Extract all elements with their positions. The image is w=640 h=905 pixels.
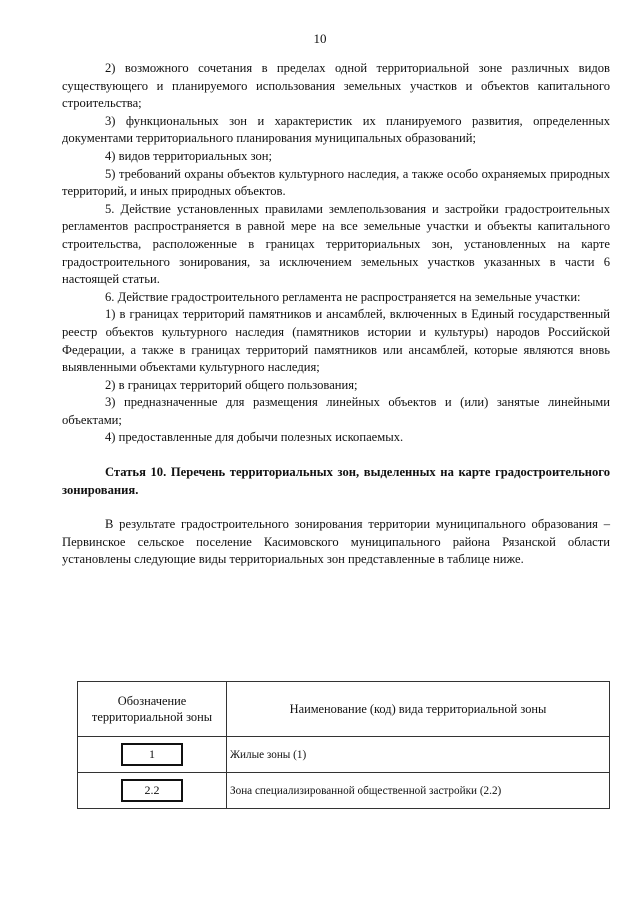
paragraph: 4) видов территориальных зон; xyxy=(105,148,273,163)
header-name: Наименование (код) вида территориальной зоны xyxy=(227,682,610,737)
paragraph: 2) возможного сочетания в пределах одной территориальной зоне различных видов существующего и планируемого использования земельных участков и объектов капитального строительства; xyxy=(62,61,610,111)
zone-code: 1 xyxy=(121,743,183,766)
zones-table xyxy=(77,681,610,809)
paragraph: 3) предназначенные для размещения линейных объектов и (или) занятые линейными объектами; xyxy=(62,395,610,427)
document-body xyxy=(62,60,610,569)
zone-name: Жилые зоны (1) xyxy=(227,737,610,773)
header-code: Обозначение территориальной зоны xyxy=(78,682,227,737)
page-number: 10 xyxy=(313,31,327,46)
table-row xyxy=(78,773,610,809)
article-heading: Статья 10. Перечень территориальных зон, выделенных на карте градостроительного зонирования. xyxy=(62,465,610,497)
paragraph: 6. Действие градостроительного регламента не распространяется на земельные участки: xyxy=(105,289,581,304)
paragraph: 3) функциональных зон и характеристик их планируемого развития, определенных документами территориального планирования муниципальных образований; xyxy=(62,113,610,146)
paragraph: 2) в границах территорий общего пользования; xyxy=(105,377,358,392)
paragraph: 5) требований охраны объектов культурного наследия, а также особо охраняемых природных территорий, и иных природных объектов. xyxy=(62,166,610,199)
paragraph: 5. Действие установленных правилами землепользования и застройки градостроительных регламентов распространяется в равной мере на все земельные участки и объекты капитального строительства, расположенные в границах территориальных зон, установленных на карте градостроительного зонирования, за исключением земельных участков указанных в части 6 настоящей статьи. xyxy=(62,201,610,287)
zone-code: 2.2 xyxy=(121,779,183,802)
intro-paragraph: В результате градостроительного зонирования территории муниципального образования – Первинское сельское поселение Касимовского муниципального района Рязанской области установлены следующие виды территориальных зон представленные в таблице ниже. xyxy=(62,517,610,567)
table-row xyxy=(78,737,610,773)
paragraph: 4) предоставленные для добычи полезных ископаемых. xyxy=(105,430,404,445)
table-header-row xyxy=(78,682,610,737)
zone-name: Зона специализированной общественной застройки (2.2) xyxy=(227,773,610,809)
paragraph: 1) в границах территорий памятников и ансамблей, включенных в Единый государственный реестр объектов культурного наследия (памятников истории и культуры) народов Российской Федерации, а также в границах территорий памятников или ансамблей, которые являются вновь выявленными объектами культурного наследия; xyxy=(62,307,610,375)
